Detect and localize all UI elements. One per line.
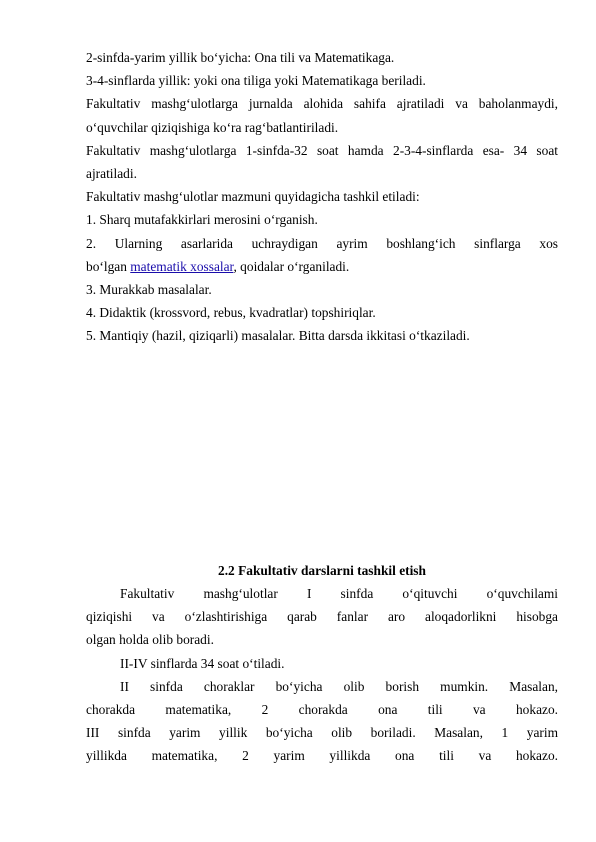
text-line-7: Fakultativ mashg‘ulotlar mazmuni quyidagicha tashkil etiladi: [86, 189, 420, 205]
text-line-5: Fakultativ mashg‘ulotlarga 1-sinfda-32 soat hamda 2-3-4-sinflarda esa- 34 soat [86, 142, 558, 158]
section-line-7: III sinfda yarim yillik bo‘yicha olib boriladi. Masalan, 1 yarim [86, 725, 558, 741]
list-item-3: 3. Murakkab masalalar. [86, 281, 212, 297]
section-line-3: olgan holda olib boradi. [86, 632, 214, 648]
top-text-block [86, 46, 558, 347]
list-item-2-continued [86, 255, 558, 278]
matematik-xossalar-link[interactable]: matematik xossalar [130, 258, 234, 274]
section-line-2: qiziqishi va o‘zlashtirishiga qarab fanlar aro aloqadorlikni hisobga [86, 609, 558, 625]
list-item-2: 2. Ularning asarlarida uchraydigan ayrim boshlang‘ich sinflarga xos [86, 235, 558, 251]
list-item-1: 1. Sharq mutafakkirlari merosini o‘rganish. [86, 212, 318, 228]
text-line-2: 3-4-sinflarda yillik: yoki ona tiliga yoki Matematikaga beriladi. [86, 73, 426, 89]
section-heading: 2.2 Fakultativ darslarni tashkil etish [218, 563, 426, 578]
section-text-block [86, 582, 558, 768]
section-line-1: Fakultativ mashg‘ulotlar I sinfda o‘qituvchi o‘quvchilami [120, 586, 558, 601]
text-line-6: ajratiladi. [86, 165, 137, 181]
section-line-4: II-IV sinflarda 34 soat o‘tiladi. [120, 655, 285, 671]
section-line-8: yillikda matematika, 2 yarim yillikda ona tili va hokazo. [86, 748, 558, 764]
section-line-6: chorakda matematika, 2 chorakda ona tili va hokazo. [86, 701, 558, 717]
section-line-5: II sinfda choraklar bo‘yicha olib borish mumkin. Masalan, [120, 678, 558, 694]
text-line-3: Fakultativ mashg‘ulotlarga jurnalda alohida sahifa ajratiladi va baholanmaydi, [86, 96, 558, 112]
text-line-1: 2-sinfda-yarim yillik bo‘yicha: Ona tili va Matematikaga. [86, 50, 395, 65]
list-item-5: 5. Mantiqiy (hazil, qiziqarli) masalalar. Bitta darsda ikkitasi o‘tkaziladi. [86, 328, 470, 344]
text-line-4: o‘quvchilar qiziqishiga ko‘ra rag‘batlantiriladi. [86, 119, 339, 135]
list-item-4: 4. Didaktik (krossvord, rebus, kvadratlar) topshiriqlar. [86, 305, 376, 321]
text-segment: bo‘lgan [86, 258, 131, 274]
text-segment: , qoidalar o‘rganiladi. [233, 258, 350, 274]
